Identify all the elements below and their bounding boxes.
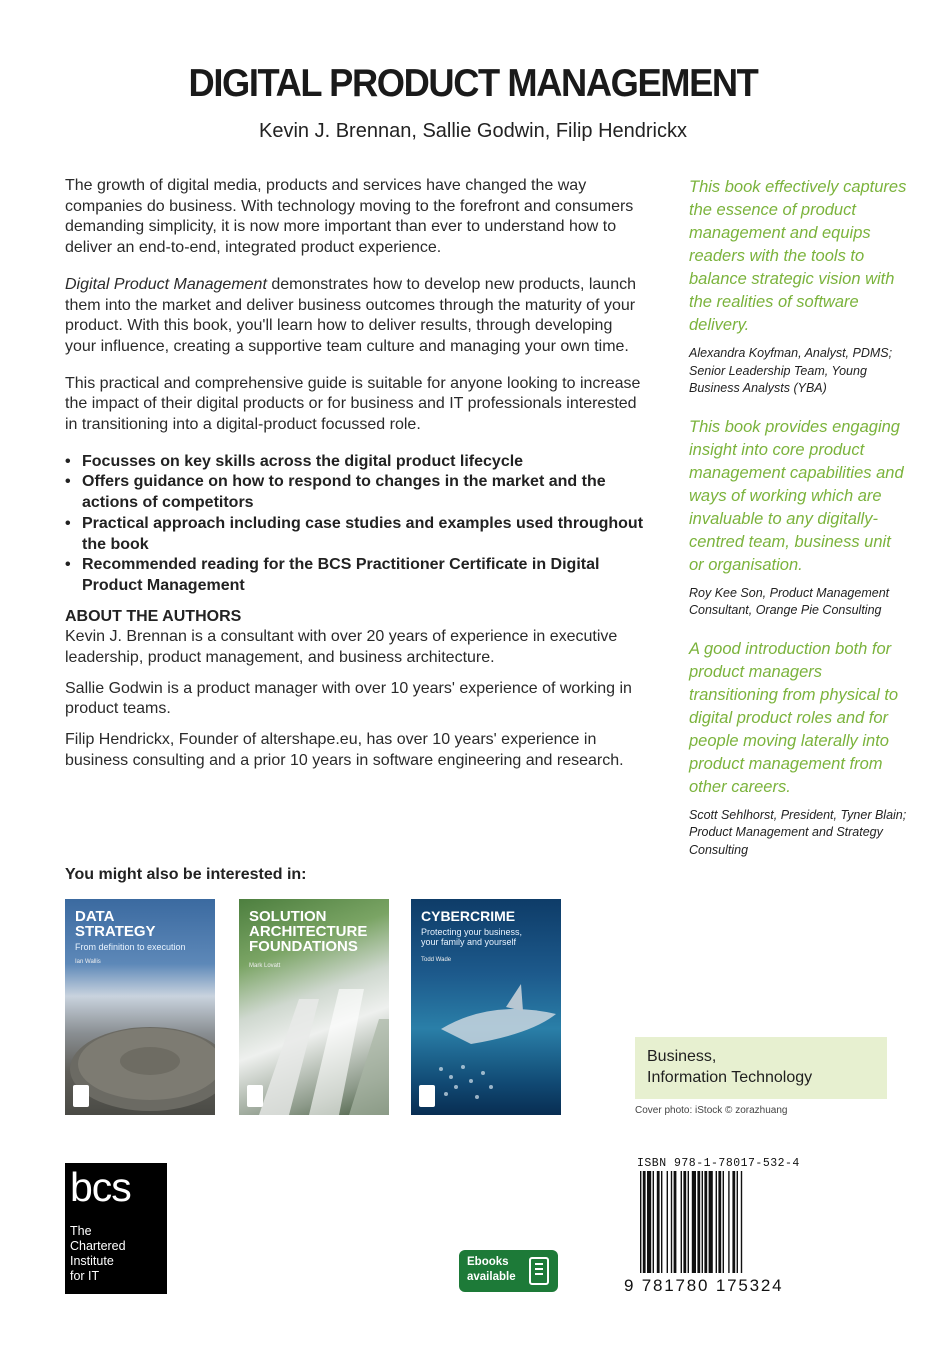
description-column xyxy=(65,176,645,782)
barcode-digits: 9 781780 175324 xyxy=(624,1276,784,1295)
related-book-solution-architecture[interactable] xyxy=(239,899,389,1115)
ebook-device-icon xyxy=(529,1257,549,1285)
review-citation: Scott Sehlhorst, President, Tyner Blain; Product Management and Strategy Consulting xyxy=(689,807,907,857)
intro-paragraph-3: This practical and comprehensive guide is suitable for anyone looking to increase the impact of their digital products or for business and IT professionals interested in transitioning into a digital-product focussed role. xyxy=(65,374,641,434)
review-quotes xyxy=(689,176,909,877)
feature-item: • Practical approach including case studies and examples used throughout the book xyxy=(65,514,645,555)
feature-list xyxy=(65,452,645,597)
bcs-wordmark: bcs xyxy=(70,1164,131,1210)
intro-paragraph-2-text: demonstrates how to develop new products, launch them into the market and deliver business outcomes through the maturity of your product. With this book, you'll learn how to deliver results, through developing your influence, creating a supportive team culture and managing your own time. xyxy=(65,275,636,355)
feature-item: • Offers guidance on how to respond to changes in the market and the actions of competitors xyxy=(65,472,645,513)
review-citation: Roy Kee Son, Product Management Consultant, Orange Pie Consulting xyxy=(689,585,890,617)
book-cover-subtitle: Protecting your business, your family and yourself xyxy=(421,927,523,947)
bcs-mini-logo xyxy=(247,1085,263,1107)
review-citation: Alexandra Koyfman, Analyst, PDMS; Senior Leadership Team, Young Business Analysts (YBA) xyxy=(689,346,893,395)
ebooks-badge xyxy=(459,1250,558,1292)
related-book-cybercrime[interactable] xyxy=(411,899,561,1115)
related-books-heading: You might also be interested in: xyxy=(65,866,307,883)
book-cover-subtitle: From definition to execution xyxy=(75,942,186,952)
book-title: DIGITAL PRODUCT MANAGEMENT xyxy=(188,62,758,105)
bcs-mini-logo xyxy=(73,1085,89,1107)
author-bio-kevin: Kevin J. Brennan is a consultant with over 20 years of experience in executive leadership, product management, and business architecture. xyxy=(65,628,618,667)
book-cover-title: CYBERCRIME xyxy=(421,908,516,924)
book-cover-author: Ian Wallis xyxy=(75,959,101,965)
about-authors-heading: ABOUT THE AUTHORS xyxy=(65,607,242,625)
category-line-1: Business, xyxy=(647,1048,717,1065)
review-quote: This book effectively captures the essence of product management and equips readers with the tools to balance strategic vision with the realities of software delivery. xyxy=(689,178,907,334)
intro-paragraph-1: The growth of digital media, products and services have changed the way companies do business. With technology moving to the forefront and consumers demanding simplicity, it is now more important than ever to understand how to deliver an end-to-end, integrated product experience. xyxy=(65,177,634,257)
barcode-icon xyxy=(640,1171,788,1273)
intro-book-name: Digital Product Management xyxy=(65,275,267,293)
book-cover-title: SOLUTION ARCHITECTURE FOUNDATIONS xyxy=(249,908,368,955)
review-quote: A good introduction both for product managers transitioning from physical to digital product roles and for people moving laterally into product management from other careers. xyxy=(689,639,899,796)
feature-item: • Focusses on key skills across the digital product lifecycle xyxy=(65,452,645,473)
feature-item: • Recommended reading for the BCS Practitioner Certificate in Digital Product Management xyxy=(65,555,645,596)
bcs-logo xyxy=(65,1163,167,1294)
bcs-tagline: The Chartered Institute for IT xyxy=(70,1224,126,1283)
author-bio-filip: Filip Hendrickx, Founder of altershape.eu, has over 10 years' experience in business consulting and a prior 10 years in software engineering and research. xyxy=(65,731,624,769)
author-bio-sallie: Sallie Godwin is a product manager with over 10 years' experience of working in product teams. xyxy=(65,679,632,718)
book-authors: Kevin J. Brennan, Sallie Godwin, Filip Hendrickx xyxy=(259,120,687,142)
book-cover-author: Mark Lovatt xyxy=(249,963,281,969)
isbn-label: ISBN 978-1-78017-532-4 xyxy=(637,1157,800,1170)
category-box xyxy=(635,1037,887,1099)
book-cover-title: DATA STRATEGY xyxy=(75,908,156,940)
bcs-mini-logo xyxy=(419,1085,435,1107)
ebooks-text: Ebooks available xyxy=(467,1256,516,1283)
related-book-data-strategy[interactable] xyxy=(65,899,215,1115)
category-line-2: Information Technology xyxy=(647,1069,813,1086)
book-cover-author: Todd Wade xyxy=(421,957,452,963)
intro-paragraph-2 xyxy=(65,275,645,358)
review-quote: This book provides engaging insight into core product management capabilities and ways of working which are invaluable to any digitally-centred team, business unit or organisation. xyxy=(689,417,904,574)
photo-credit: Cover photo: iStock © zorazhuang xyxy=(635,1105,788,1116)
